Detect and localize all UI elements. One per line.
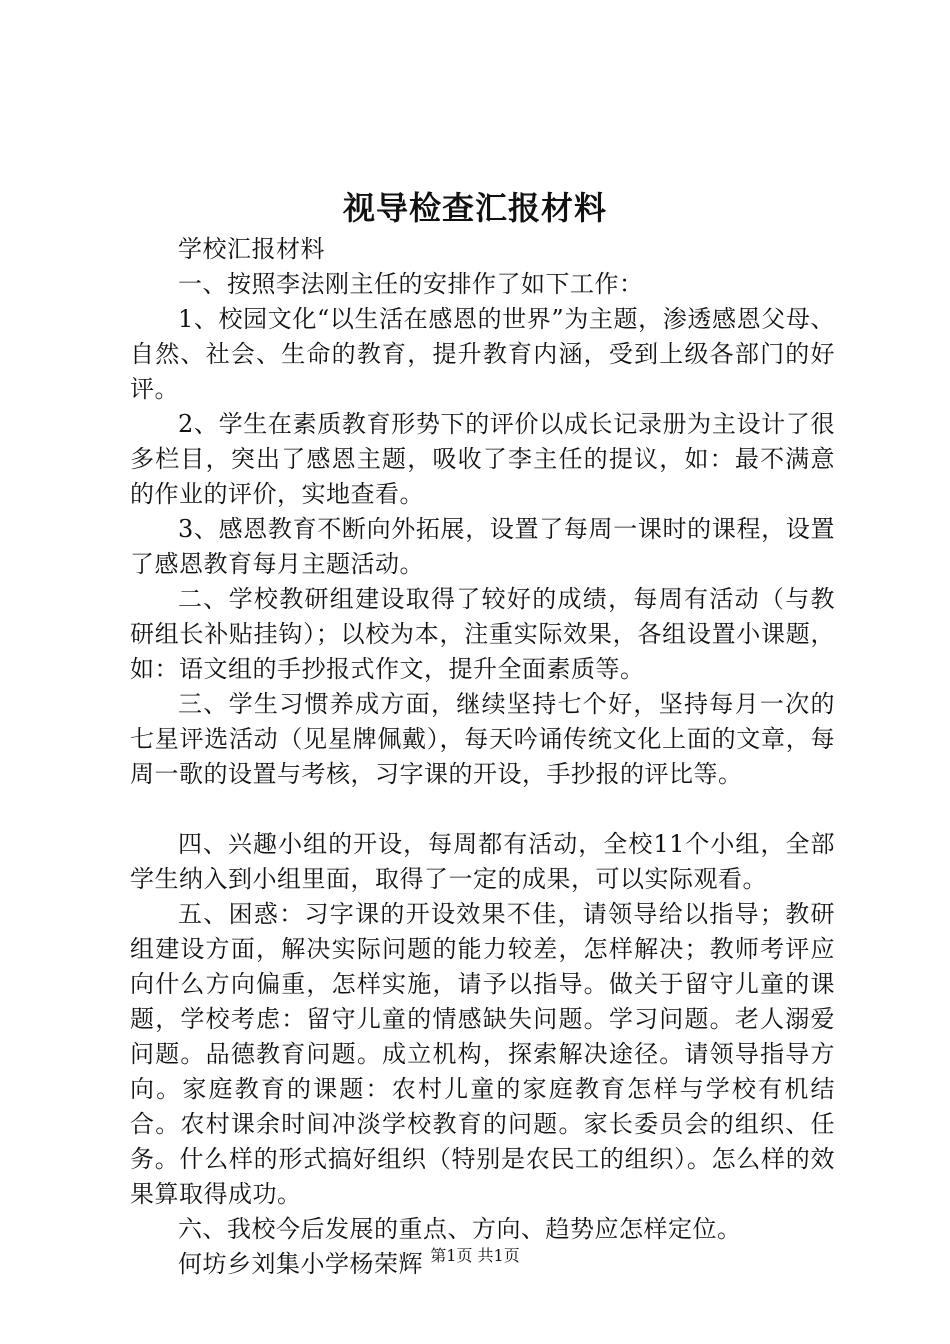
document-title: 视导检查汇报材料 (342, 189, 607, 227)
paragraph-section-6: 六、我校今后发展的重点、方向、趋势应怎样定位。 (178, 1215, 742, 1243)
paragraph-section-5: 五、困惑：习字课的开设效果不佳，请领导给以指导；教研组建设方面，解决实际问题的能力较差，怎样解决；教师考评应向什么方向偏重，怎样实施，请予以指导。做关于留守儿童的课题，学校考虑：留守儿童的情感缺失问题。学习问题。老人溺爱问题。品德教育问题。成立机构，探索解决途径。请领导指导方向。家庭教育的课题：农村儿童的家庭教育怎样与学校有机结合。农村课余时间冲淡学校教育的问题。家长委员会的组织、任务。什么样的形式搞好组织（特别是农民工的组织）。怎么样的效果算取得成功。 (130, 900, 835, 1208)
paragraph-section-1: 一、按照李法刚主任的安排作了如下工作： (178, 270, 644, 298)
paragraph-item-2: 2、学生在素质教育形势下的评价以成长记录册为主设计了很多栏目，突出了感恩主题，吸收了李主任的提议，如：最不满意的作业的评价，实地查看。 (130, 410, 835, 508)
paragraph-item-1: 1、校园文化“以生活在感恩的世界”为主题，渗透感恩父母、自然、社会、生命的教育，提升教育内涵，受到上级各部门的好评。 (130, 305, 835, 403)
document-body (130, 232, 835, 1282)
paragraph-heading: 学校汇报材料 (178, 235, 325, 263)
paragraph-section-3: 三、学生习惯养成方面，继续坚持七个好，坚持每月一次的七星评选活动（见星牌佩戴），每天吟诵传统文化上面的文章，每周一歌的设置与考核，习字课的开设，手抄报的评比等。 (130, 690, 835, 788)
paragraph-item-3: 3、感恩教育不断向外拓展，设置了每周一课时的课程，设置了感恩教育每月主题活动。 (130, 515, 835, 578)
paragraph-signature: 何坊乡刘集小学杨荣辉 (178, 1250, 423, 1278)
paragraph-section-4: 四、兴趣小组的开设，每周都有活动，全校11个小组，全部学生纳入到小组里面，取得了一定的成果，可以实际观看。 (130, 830, 835, 893)
page-footer: 第1页 共1页 (430, 1246, 520, 1265)
paragraph-section-2: 二、学校教研组建设取得了较好的成绩，每周有活动（与教研组长补贴挂钩）；以校为本，注重实际效果，各组设置小课题，如：语文组的手抄报式作文，提升全面素质等。 (130, 585, 835, 683)
